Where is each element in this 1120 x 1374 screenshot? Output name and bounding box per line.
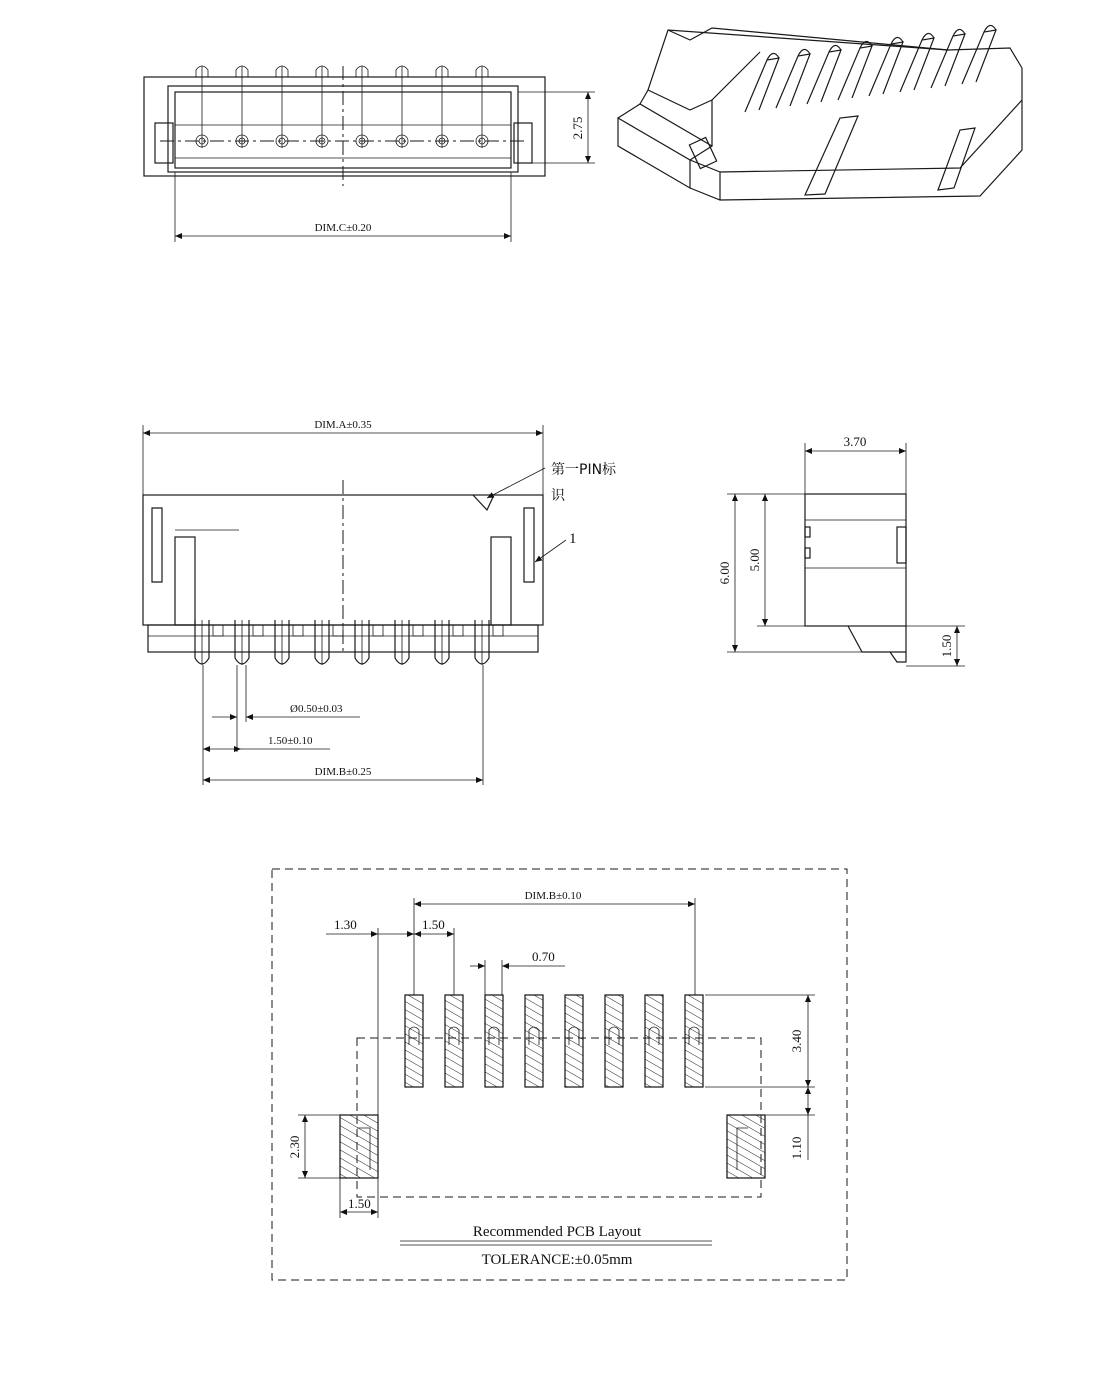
top-pin (276, 66, 288, 148)
first-pin-label-2: 识 (551, 488, 565, 504)
pcb-pad (605, 995, 623, 1087)
top-pin (356, 66, 368, 148)
pin-diameter-label: Ø0.50±0.03 (290, 703, 343, 715)
pcb-pad-gap-label: 1.10 (789, 1136, 804, 1160)
top-pin (436, 66, 448, 148)
pcb-pads (405, 995, 703, 1087)
iso-pin (962, 25, 996, 84)
pcb-layout (272, 869, 847, 1280)
side-width-label: 3.70 (843, 434, 867, 449)
top-pin (236, 66, 248, 148)
iso-view (618, 25, 1022, 200)
side-body-height-label: 5.00 (747, 548, 762, 572)
top-height-label: 2.75 (570, 116, 585, 140)
front-pin (475, 620, 503, 665)
pcb-pad (565, 995, 583, 1087)
pcb-pad (485, 995, 503, 1087)
dim-b-label: DIM.B±0.25 (314, 766, 372, 778)
first-pin-label: 第一PIN标 (551, 462, 617, 478)
front-pin (355, 620, 383, 665)
pcb-pitch-label: 1.50 (422, 917, 445, 932)
pcb-pad (645, 995, 663, 1087)
iso-pin (807, 45, 841, 104)
pcb-pad (405, 995, 423, 1087)
pin-one-label: 1 (569, 531, 577, 547)
dim-c-label: DIM.C±0.20 (314, 222, 372, 234)
mount-pad-left (340, 1115, 378, 1178)
pcb-mount-width-label: 1.50 (348, 1196, 371, 1211)
iso-pin (931, 29, 965, 88)
side-view (717, 434, 965, 666)
pcb-mount-height-label: 2.30 (287, 1135, 302, 1159)
top-pin (476, 66, 488, 148)
front-pin (195, 620, 223, 665)
front-pin (395, 620, 423, 665)
front-pin (275, 620, 303, 665)
front-pin (235, 620, 263, 665)
side-lead-label: 1.50 (939, 634, 954, 658)
pcb-pad (525, 995, 543, 1087)
side-total-height-label: 6.00 (717, 561, 732, 585)
pcb-pad (445, 995, 463, 1087)
pcb-pad (685, 995, 703, 1087)
iso-pin (838, 41, 872, 100)
mount-pad-right (727, 1115, 765, 1178)
pitch-label: 1.50±0.10 (268, 735, 313, 747)
top-pins (196, 66, 488, 148)
top-pin (196, 66, 208, 148)
pcb-title: Recommended PCB Layout (472, 1224, 642, 1240)
pcb-edge-label: 1.30 (334, 917, 357, 932)
top-pin (316, 66, 328, 148)
iso-pin (776, 49, 810, 108)
pcb-tolerance: TOLERANCE:±0.05mm (481, 1252, 633, 1268)
pcb-pad-width-label: 0.70 (532, 949, 555, 964)
top-view (144, 66, 595, 242)
front-view (143, 419, 617, 785)
front-pin (435, 620, 463, 665)
front-pin (315, 620, 343, 665)
dim-a-label: DIM.A±0.35 (314, 419, 372, 431)
front-pins (195, 620, 503, 665)
pcb-pad-length-label: 3.40 (789, 1029, 804, 1053)
pcb-dim-b-label: DIM.B±0.10 (524, 890, 582, 902)
iso-pin (900, 33, 934, 92)
top-pin (396, 66, 408, 148)
